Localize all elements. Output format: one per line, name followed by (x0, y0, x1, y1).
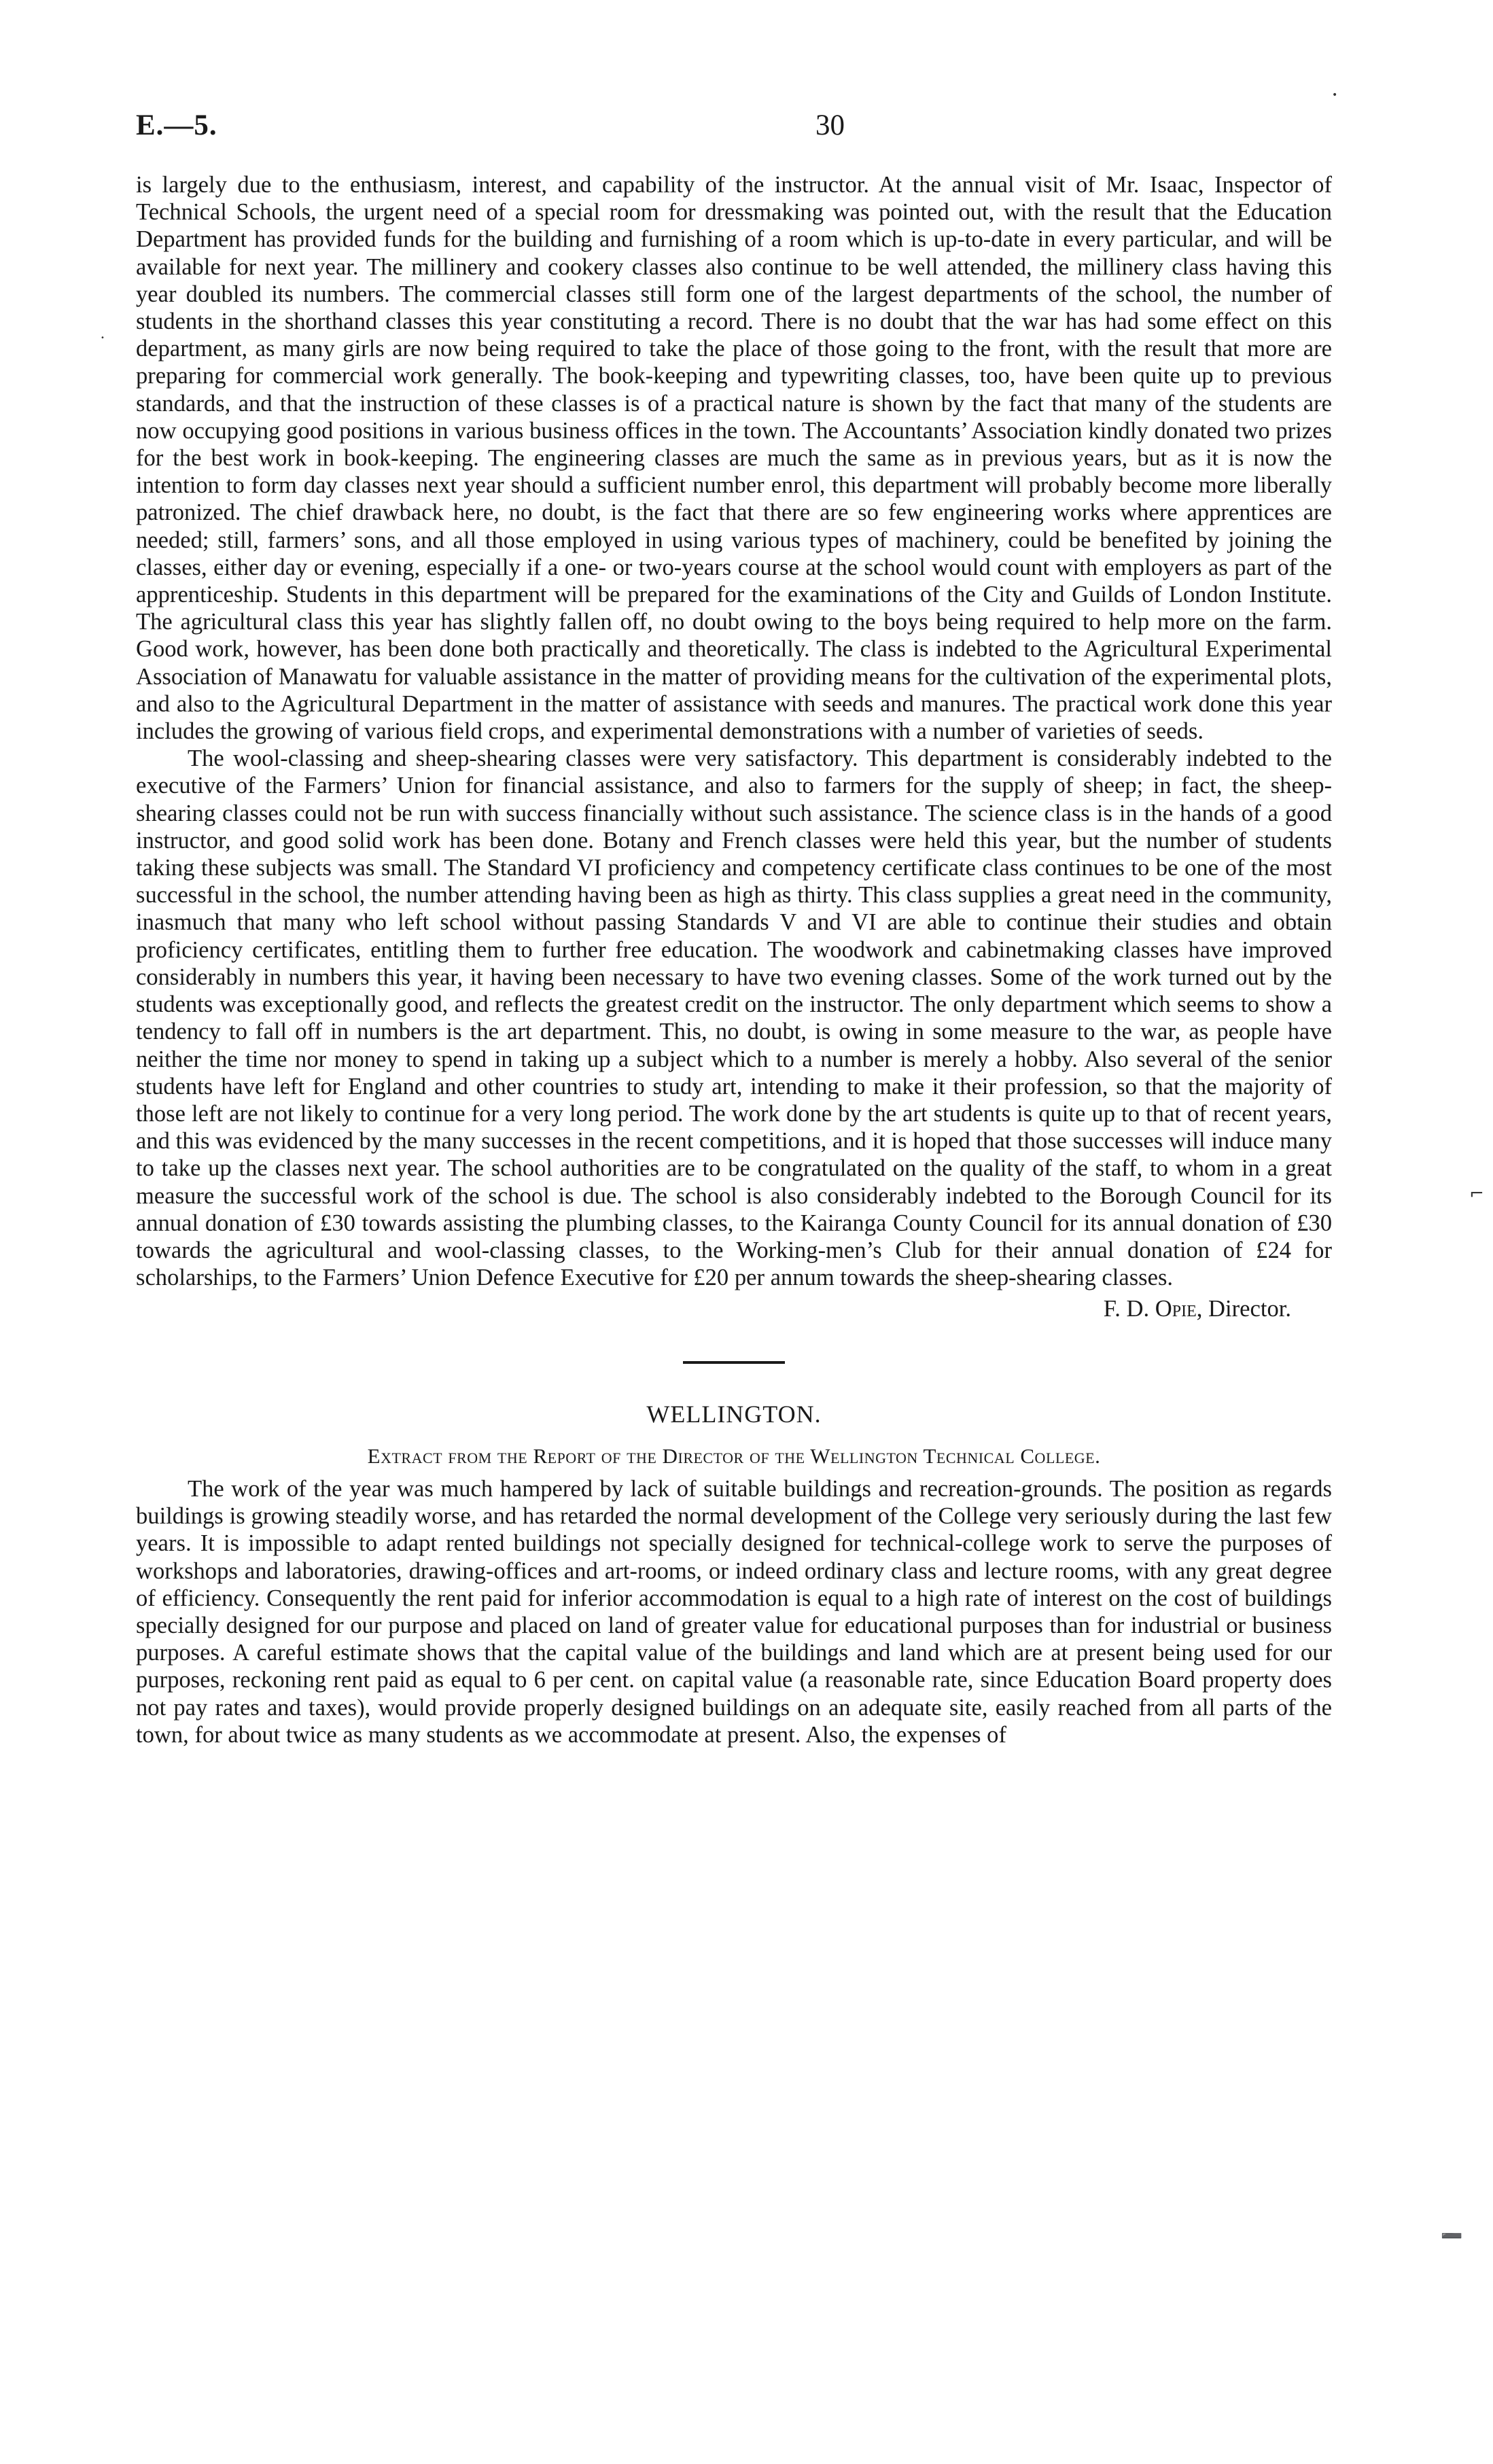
document-reference: E.—5. (136, 109, 217, 141)
scan-mark: ⌐ (1469, 1184, 1484, 1204)
scan-mark: ➖ (1441, 2226, 1463, 2247)
page-header (136, 109, 1332, 149)
document-body (136, 171, 1332, 1748)
signature-title: , Director. (1196, 1296, 1291, 1322)
signature (136, 1295, 1291, 1322)
body-paragraph-2: The wool-classing and sheep-shearing classes were very satisfactory. This department is considerably indebted to the executive of the Farmers’ Union for financial assistance, and also to farmers for the supply of sheep; in fact, the sheep-shearing classes could not be run with success financially without such assistance. The science class is in the hands of a good instructor, and good solid work has been done. Botany and French classes were held this year, but the number of students taking these subjects was small. The Standard VI proficiency and competency certificate class continues to be one of the most successful in the school, the number attending having been as high as thirty. This class supplies a great need in the community, inasmuch that many who left school without passing Standards V and VI are able to continue their studies and obtain proficiency certificates, entitling them to further free education. The woodwork and cabinetmaking classes have improved considerably in numbers this year, it having been necessary to have two evening classes. Some of the work turned out by the students was exceptionally good, and reflects the greatest credit on the instructor. The only department which seems to show a tendency to fall off in numbers is the art department. This, no doubt, is owing in some measure to the war, as people have neither the time nor money to spend in taking up a subject which to a number is merely a hobby. Also several of the senior students have left for England and other countries to study art, intending to make it their profession, so that the majority of those left are not likely to continue for a very long period. The work done by the art students is quite up to that of recent years, and this was evidenced by the many successes in the recent competitions, and it is hoped that those successes will induce many to take up the classes next year. The school authorities are to be congratulated on the quality of the staff, to whom in a great measure the successful work of the school is due. The school is also considerably indebted to the Borough Council for its annual donation of £30 towards assisting the plumbing classes, to the Kairanga County Council for its annual donation of £30 towards the agricultural and wool-classing classes, to the Working-men’s Club for their annual donation of £24 for scholarships, to the Farmers’ Union Defence Executive for £20 per annum towards the sheep-shearing classes. (136, 745, 1332, 1291)
section-subtitle: Extract from the Report of the Director of the Wellington Technical College. (367, 1443, 1101, 1468)
signature-name: F. D. Opie (1103, 1296, 1197, 1322)
scan-speck: • (1332, 90, 1338, 101)
scan-speck: • (101, 334, 105, 342)
section-paragraph: The work of the year was much hampered by lack of suitable buildings and recreation-grounds. The position as regards buildings is growing steadily worse, and has retarded the normal development of the College very seriously during the last few years. It is impossible to adapt rented buildings not specially designed for technical-college work to serve the purposes of workshops and laboratories, drawing-offices and art-rooms, or indeed ordinary class and lecture rooms, with any great degree of efficiency. Consequently the rent paid for inferior accommodation is equal to a high rate of interest on the cost of buildings specially designed for our purpose and placed on land of greater value for educational purposes than for industrial or business purposes. A careful estimate shows that the capital value of the buildings and land which are at present being used for our purposes, reckoning rent paid as equal to 6 per cent. on capital value (a reasonable rate, since Education Board property does not pay rates and taxes), would provide properly designed buildings on an adequate site, easily reached from all parts of the town, for about twice as many students as we accommodate at present. Also, the expenses of (136, 1475, 1332, 1748)
body-paragraph-1: is largely due to the enthusiasm, interest, and capability of the instructor. At the annual visit of Mr. Isaac, Inspector of Technical Schools, the urgent need of a special room for dressmaking was pointed out, with the result that the Education Department has provided funds for the building and furnishing of a room which is up-to-date in every particular, and will be available for next year. The millinery and cookery classes also continue to be well attended, the millinery class having this year doubled its numbers. The commercial classes still form one of the largest departments of the school, the number of students in the shorthand classes this year constituting a record. There is no doubt that the war has had some effect on this department, as many girls are now being required to take the place of those going to the front, with the result that more are preparing for commercial work generally. The book-keeping and typewriting classes, too, have been quite up to previous standards, and that the instruction of these classes is of a practical nature is shown by the fact that many of the students are now occupying good positions in various business offices in the town. The Accountants’ Association kindly donated two prizes for the best work in book-keeping. The engineering classes are much the same as in previous years, but as it is now the intention to form day classes next year should a sufficient number enrol, this department will probably become more liberally patronized. The chief drawback here, no doubt, is the fact that there are so few engineering works where apprentices are needed; still, farmers’ sons, and all those employed in using various types of machinery, could be benefited by joining the classes, either day or evening, especially if a one- or two-years course at the school would count with employers as part of the apprenticeship. Students in this department will be prepared for the examinations of the City and Guilds of London Institute. The agricultural class this year has slightly fallen off, no doubt owing to the boys being required to help more on the farm. Good work, however, has been done both practically and theoretically. The class is indebted to the Agricultural Experimental Association of Manawatu for valuable assistance in the matter of providing means for the cultivation of the experimental plots, and also to the Agricultural Department in the matter of assistance with seeds and manures. The practical work done this year includes the growing of various field crops, and experimental demonstrations with a number of varieties of seeds. (136, 172, 1332, 745)
section-title: WELLINGTON. (646, 1400, 822, 1428)
section-divider (683, 1361, 785, 1364)
page-number: 30 (815, 109, 845, 141)
